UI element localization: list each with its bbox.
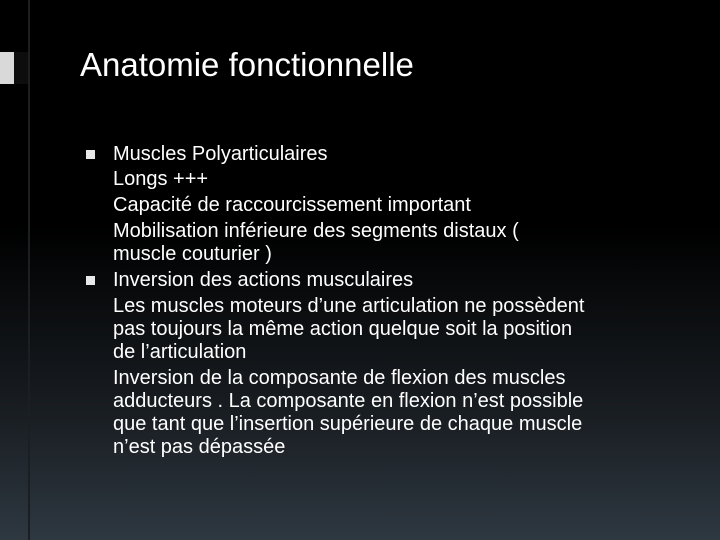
square-bullet-icon bbox=[86, 276, 95, 285]
bullet-sub-text bbox=[86, 168, 686, 266]
bullet-label: Inversion des actions musculaires bbox=[113, 269, 414, 291]
sub-line: Longs +++ bbox=[113, 168, 209, 190]
sub-line: Inversion de la composante de flexion des muscles bbox=[113, 367, 566, 389]
slide-left-decoration bbox=[0, 0, 30, 540]
sub-line: n’est pas dépassée bbox=[113, 436, 286, 458]
sub-line: muscle couturier ) bbox=[113, 243, 272, 265]
sub-line: de l’articulation bbox=[113, 341, 247, 363]
bullet-item bbox=[86, 269, 686, 292]
title-marker-dark bbox=[14, 52, 28, 84]
slide-body bbox=[86, 143, 686, 459]
slide-title: Anatomie fonctionnelle bbox=[80, 46, 414, 83]
sub-line: Capacité de raccourcissement important bbox=[113, 194, 471, 216]
square-bullet-icon bbox=[86, 150, 95, 159]
title-marker-light bbox=[0, 52, 14, 84]
left-vertical-rule bbox=[28, 0, 30, 540]
sub-line: pas toujours la même action quelque soit la position bbox=[113, 318, 573, 340]
sub-line: que tant que l’insertion supérieure de chaque muscle bbox=[113, 413, 583, 435]
sub-line: adducteurs . La composante en flexion n’est possible bbox=[113, 390, 584, 412]
bullet-item bbox=[86, 143, 686, 166]
sub-line: Mobilisation inférieure des segments distaux ( bbox=[113, 220, 519, 242]
bullet-sub-text bbox=[86, 295, 686, 459]
sub-line: Les muscles moteurs d’une articulation ne possèdent bbox=[113, 295, 585, 317]
bullet-label: Muscles Polyarticulaires bbox=[113, 143, 328, 165]
